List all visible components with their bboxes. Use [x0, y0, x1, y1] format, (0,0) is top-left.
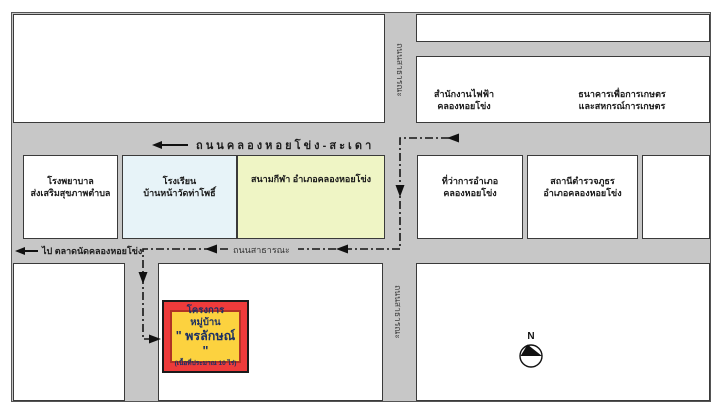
electric-office-label: สำนักงานไฟฟ้า คลองหอยโข่ง [433, 89, 495, 111]
project-name-line2: " พรลักษณ์ " [175, 328, 236, 358]
project-name-line1: โครงการหมู่บ้าน [186, 305, 225, 328]
top-road-label [152, 136, 371, 154]
block-sports-field [237, 155, 385, 239]
market-direction-label [15, 244, 142, 258]
police-label-line1: สถานีตำรวจภูธร [550, 176, 615, 186]
school-label-line1: โรงเรียน [162, 176, 197, 186]
hospital-label-line1: โรงพยาบาล [47, 176, 94, 186]
block-bottom-left-empty [13, 263, 125, 401]
block-bottom-right-empty [416, 263, 710, 401]
bank-label: ธนาคารเพื่อการเกษตร และสหกรณ์การเกษตร [578, 89, 666, 111]
public-road-vertical-top-label: ถนนสาธารณะ [395, 43, 405, 97]
compass-north-label: N [527, 331, 535, 342]
police-label-line2: อำเภอคลองหอยโข่ง [543, 187, 622, 198]
block-school [122, 155, 237, 239]
market-road-name: ไป ตลาดนัดคลองหอยโข่ง [42, 246, 143, 256]
public-road-vertical-bottom-label: ถนนสาธารณะ [393, 285, 403, 339]
left-arrow-icon [152, 141, 162, 149]
district-office-label-line2: คลองหอยโข่ง [443, 187, 497, 198]
block-hospital [23, 155, 118, 239]
block-offices [416, 56, 710, 123]
project-inner-box [170, 305, 241, 367]
left-arrow-icon [15, 247, 25, 255]
public-road-name: ถนนสาธารณะ [233, 245, 290, 255]
hospital-label-line2: ส่งเสริมสุขภาพตำบล [30, 187, 111, 198]
project-area-note: (เนื้อที่ประมาณ 10 ไร่) [174, 359, 237, 367]
block-district-office [417, 155, 523, 239]
school-label-line2: บ้านหน้าวัดท่าโพธิ์ [143, 187, 216, 198]
top-road-name: ถ น น ค ล อ ง ห อ ย โ ข่ ง - ส ะ เ ด า [196, 140, 372, 152]
district-office-label-line1: ที่ว่าการอำเภอ [441, 176, 499, 186]
block-top-left-empty [13, 14, 385, 123]
block-right-empty [642, 155, 710, 239]
block-police-station [527, 155, 638, 239]
arrow-shaft [162, 144, 188, 146]
public-road-mid-label [233, 243, 290, 257]
block-top-right-empty [416, 14, 710, 42]
sports-field-label: สนามกีฬา อำเภอคลองหอยโข่ง [251, 174, 371, 184]
arrow-shaft [25, 250, 38, 252]
project-highlight-box [162, 300, 249, 373]
